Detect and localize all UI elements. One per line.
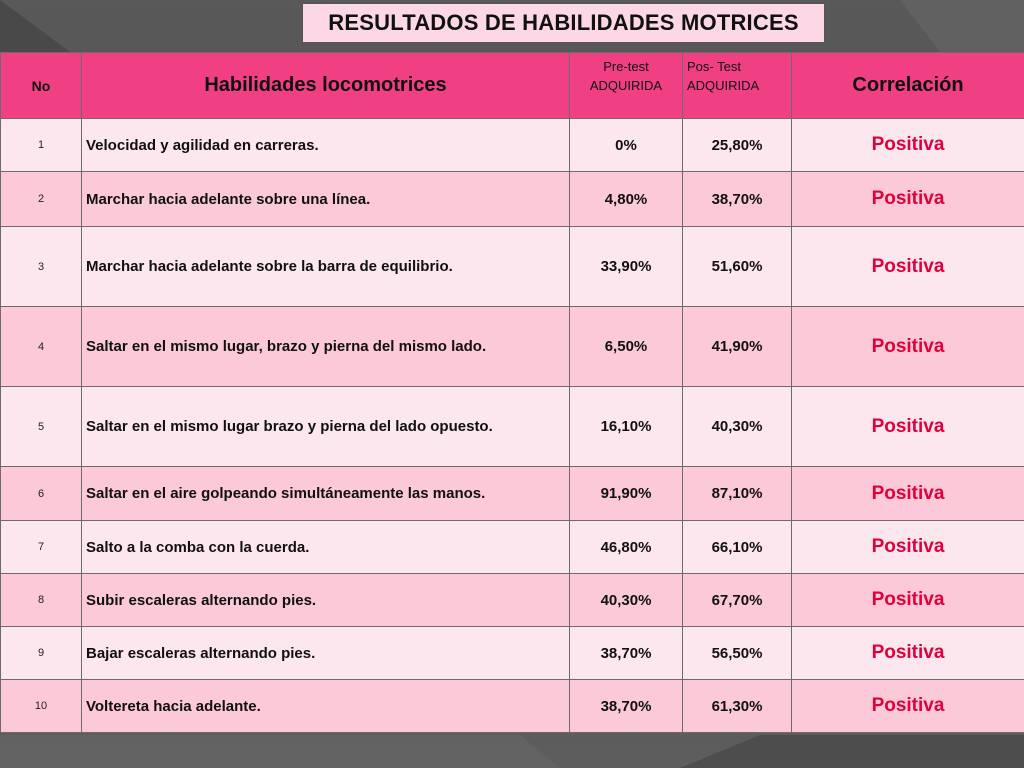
table-row bbox=[1, 467, 1024, 521]
row-postest: 38,70% bbox=[683, 172, 792, 227]
row-habilidad: Marchar hacia adelante sobre una línea. bbox=[82, 172, 570, 227]
row-no: 9 bbox=[1, 627, 82, 680]
header-postest-line2: ADQUIRIDA bbox=[687, 78, 760, 93]
row-no: 8 bbox=[1, 574, 82, 627]
row-correlacion: Positiva bbox=[792, 119, 1024, 172]
row-habilidad: Marchar hacia adelante sobre la barra de equilibrio. bbox=[82, 227, 570, 307]
row-postest: 25,80% bbox=[683, 119, 792, 172]
row-no: 10 bbox=[1, 680, 82, 733]
row-habilidad: Subir escaleras alternando pies. bbox=[82, 574, 570, 627]
table-row bbox=[1, 119, 1024, 172]
header-pretest-line2: ADQUIRIDA bbox=[589, 78, 663, 93]
row-correlacion: Positiva bbox=[792, 627, 1024, 680]
table-row bbox=[1, 227, 1024, 307]
row-correlacion: Positiva bbox=[792, 467, 1024, 521]
row-correlacion: Positiva bbox=[792, 172, 1024, 227]
row-pretest: 38,70% bbox=[570, 627, 683, 680]
page-title: RESULTADOS DE HABILIDADES MOTRICES bbox=[302, 3, 825, 43]
row-habilidad: Bajar escaleras alternando pies. bbox=[82, 627, 570, 680]
row-postest: 87,10% bbox=[683, 467, 792, 521]
row-postest: 51,60% bbox=[683, 227, 792, 307]
row-correlacion: Positiva bbox=[792, 387, 1024, 467]
row-no: 1 bbox=[1, 119, 82, 172]
row-postest: 40,30% bbox=[683, 387, 792, 467]
row-habilidad: Voltereta hacia adelante. bbox=[82, 680, 570, 733]
row-postest: 66,10% bbox=[683, 521, 792, 574]
row-no: 2 bbox=[1, 172, 82, 227]
table-row bbox=[1, 387, 1024, 467]
header-no: No bbox=[1, 53, 82, 119]
results-table bbox=[0, 52, 1024, 733]
table-row bbox=[1, 574, 1024, 627]
row-pretest: 91,90% bbox=[570, 467, 683, 521]
table-row bbox=[1, 307, 1024, 387]
row-no: 6 bbox=[1, 467, 82, 521]
header-correlacion: Correlación bbox=[792, 53, 1024, 119]
row-postest: 61,30% bbox=[683, 680, 792, 733]
header-habilidades: Habilidades locomotrices bbox=[82, 53, 570, 119]
table-row bbox=[1, 172, 1024, 227]
row-pretest: 4,80% bbox=[570, 172, 683, 227]
header-postest-line1: Pos- Test bbox=[687, 59, 741, 74]
table-header-row bbox=[1, 53, 1024, 119]
row-postest: 56,50% bbox=[683, 627, 792, 680]
row-habilidad: Saltar en el aire golpeando simultáneamente las manos. bbox=[82, 467, 570, 521]
row-habilidad: Saltar en el mismo lugar brazo y pierna del lado opuesto. bbox=[82, 387, 570, 467]
row-postest: 67,70% bbox=[683, 574, 792, 627]
row-correlacion: Positiva bbox=[792, 227, 1024, 307]
row-no: 3 bbox=[1, 227, 82, 307]
row-no: 7 bbox=[1, 521, 82, 574]
header-postest bbox=[683, 53, 792, 119]
table-row bbox=[1, 680, 1024, 733]
row-correlacion: Positiva bbox=[792, 521, 1024, 574]
row-habilidad: Salto a la comba con la cuerda. bbox=[82, 521, 570, 574]
table-row bbox=[1, 521, 1024, 574]
row-correlacion: Positiva bbox=[792, 680, 1024, 733]
header-pretest bbox=[570, 53, 683, 119]
row-pretest: 33,90% bbox=[570, 227, 683, 307]
row-no: 5 bbox=[1, 387, 82, 467]
row-habilidad: Velocidad y agilidad en carreras. bbox=[82, 119, 570, 172]
row-no: 4 bbox=[1, 307, 82, 387]
row-pretest: 46,80% bbox=[570, 521, 683, 574]
row-postest: 41,90% bbox=[683, 307, 792, 387]
row-correlacion: Positiva bbox=[792, 574, 1024, 627]
table-row bbox=[1, 627, 1024, 680]
row-pretest: 0% bbox=[570, 119, 683, 172]
row-habilidad: Saltar en el mismo lugar, brazo y pierna del mismo lado. bbox=[82, 307, 570, 387]
header-pretest-line1: Pre-test bbox=[603, 59, 649, 74]
row-pretest: 16,10% bbox=[570, 387, 683, 467]
row-pretest: 6,50% bbox=[570, 307, 683, 387]
row-pretest: 38,70% bbox=[570, 680, 683, 733]
row-pretest: 40,30% bbox=[570, 574, 683, 627]
row-correlacion: Positiva bbox=[792, 307, 1024, 387]
